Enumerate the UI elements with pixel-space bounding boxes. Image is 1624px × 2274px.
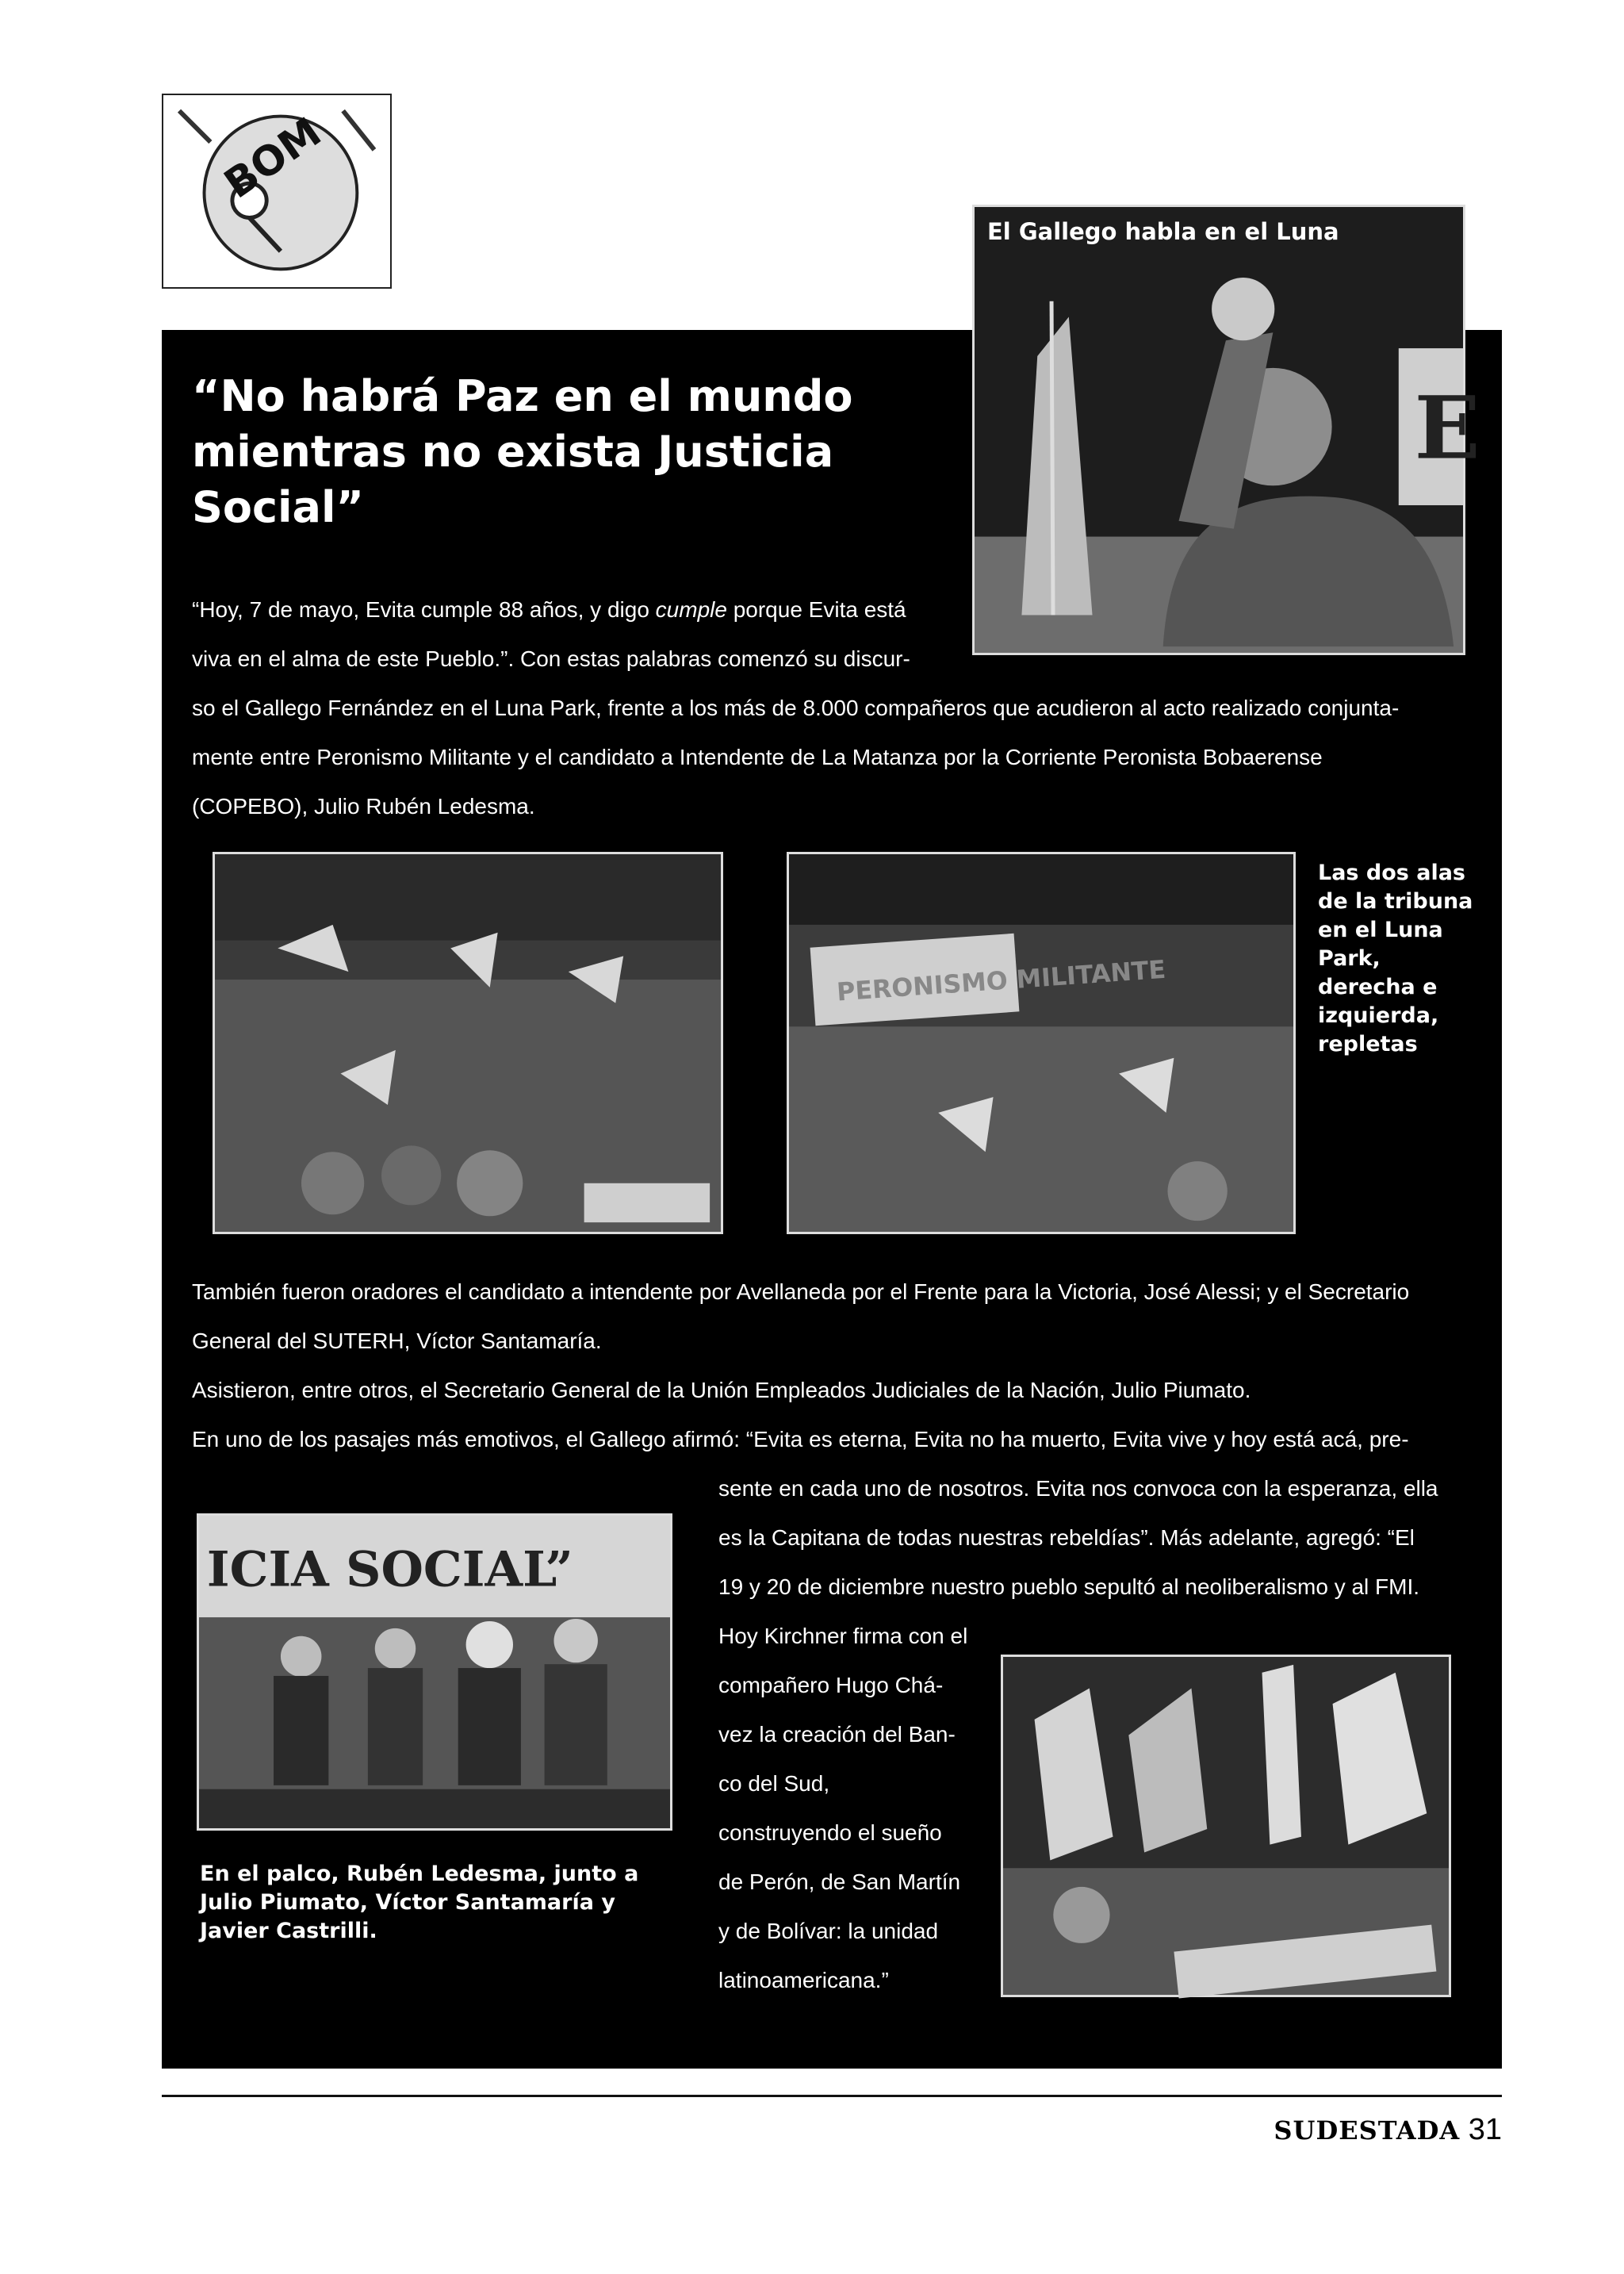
intro-line-1 — [192, 585, 906, 635]
col-right-line-5: compañero Hugo Chá- — [718, 1673, 944, 1697]
col-right-line-9: de Perón, de San Martín — [718, 1869, 961, 1894]
intro-line-3: so el Gallego Fernández en el Luna Park, frente a los más de 8.000 compañeros que acudieron al acto realizado conjunta- — [192, 696, 1400, 720]
magazine-name: SUDESTADA — [1274, 2115, 1461, 2146]
para2-line-3: Asistieron, entre otros, el Secretario General de la Unión Empleados Judiciales de la Nación, Julio Piumato. — [192, 1378, 1251, 1402]
crowd-caption-line-7: repletas — [1318, 1032, 1418, 1056]
col-right-line-7: co del Sud, — [718, 1771, 830, 1796]
magazine-logo — [162, 94, 392, 289]
crowd-caption-line-3: en el Luna — [1318, 918, 1443, 942]
intro-line-4: mente entre Peronismo Militante y el candidato a Intendente de La Matanza por la Corriente Peronista Bobaerense — [192, 745, 1323, 769]
page-footer — [1274, 2113, 1502, 2147]
intro-line-1-emphasis: cumple — [655, 597, 727, 622]
footer-rule — [162, 2095, 1502, 2097]
photo-crowd-left — [213, 852, 723, 1234]
col-right-line-8: construyendo el sueño — [718, 1820, 942, 1845]
col-right-line-6: vez la creación del Ban- — [718, 1722, 956, 1747]
photo-speaker — [972, 205, 1480, 655]
photo-crowd-right — [787, 852, 1296, 1234]
col-right-line-11: latinoamericana.” — [718, 1968, 889, 1992]
intro-line-2: viva en el alma de este Pueblo.”. Con estas palabras comenzó su discur- — [192, 646, 910, 671]
col-right-line-2: es la Capitana de todas nuestras rebeldías”. Más adelante, agregó: “El — [718, 1525, 1415, 1550]
page-number: 31 — [1468, 2113, 1502, 2146]
headline: “No habrá Paz en el mundo mientras no exista Justicia Social” — [192, 371, 853, 532]
col-right-line-4: Hoy Kirchner firma con el — [718, 1624, 968, 1648]
svg-text:E: E — [1414, 377, 1480, 479]
para2-line-2: General del SUTERH, Víctor Santamaría. — [192, 1329, 602, 1353]
crowd-caption-line-4: Park, — [1318, 946, 1381, 971]
palco-caption-line-1: En el palco, Rubén Ledesma, junto a — [200, 1862, 639, 1886]
photo-flags — [1001, 1655, 1451, 1997]
svg-text:PERONISMO MILITANTE: PERONISMO MILITANTE — [836, 955, 1167, 1007]
palco-caption-line-3: Javier Castrilli. — [200, 1919, 377, 1943]
col-right-line-10: y de Bolívar: la unidad — [718, 1919, 939, 1943]
photo-caption-speaker: El Gallego habla en el Luna — [987, 218, 1339, 245]
crowd-caption-line-1: Las dos alas — [1318, 861, 1466, 885]
para2-line-4: En uno de los pasajes más emotivos, el Gallego afirmó: “Evita es eterna, Evita no ha muerto, Evita vive y hoy está acá, pre- — [192, 1427, 1409, 1451]
crowd-caption-line-5: derecha e — [1318, 975, 1438, 999]
svg-text:ICIA SOCIAL”: ICIA SOCIAL” — [206, 1541, 573, 1598]
col-right-line-1: sente en cada uno de nosotros. Evita nos convoca con la esperanza, ella — [718, 1476, 1438, 1501]
crowd-caption-line-6: izquierda, — [1318, 1003, 1439, 1028]
intro-line-1-pre: “Hoy, 7 de mayo, Evita cumple 88 años, y digo — [192, 597, 656, 622]
col-right-line-3: 19 y 20 de diciembre nuestro pueblo sepultó al neoliberalismo y al FMI. — [718, 1574, 1420, 1599]
crowd-caption-line-2: de la tribuna — [1318, 889, 1473, 914]
palco-caption-line-2: Julio Piumato, Víctor Santamaría y — [200, 1890, 615, 1915]
photo-palco — [197, 1513, 672, 1831]
intro-line-1-post: porque Evita está — [726, 597, 906, 622]
svg-text:BOM: BOM — [216, 109, 330, 209]
para2-line-1: También fueron oradores el candidato a intendente por Avellaneda por el Frente para la Victoria, José Alessi; y el Secretario — [192, 1279, 1410, 1304]
intro-line-5: (COPEBO), Julio Rubén Ledesma. — [192, 794, 535, 819]
